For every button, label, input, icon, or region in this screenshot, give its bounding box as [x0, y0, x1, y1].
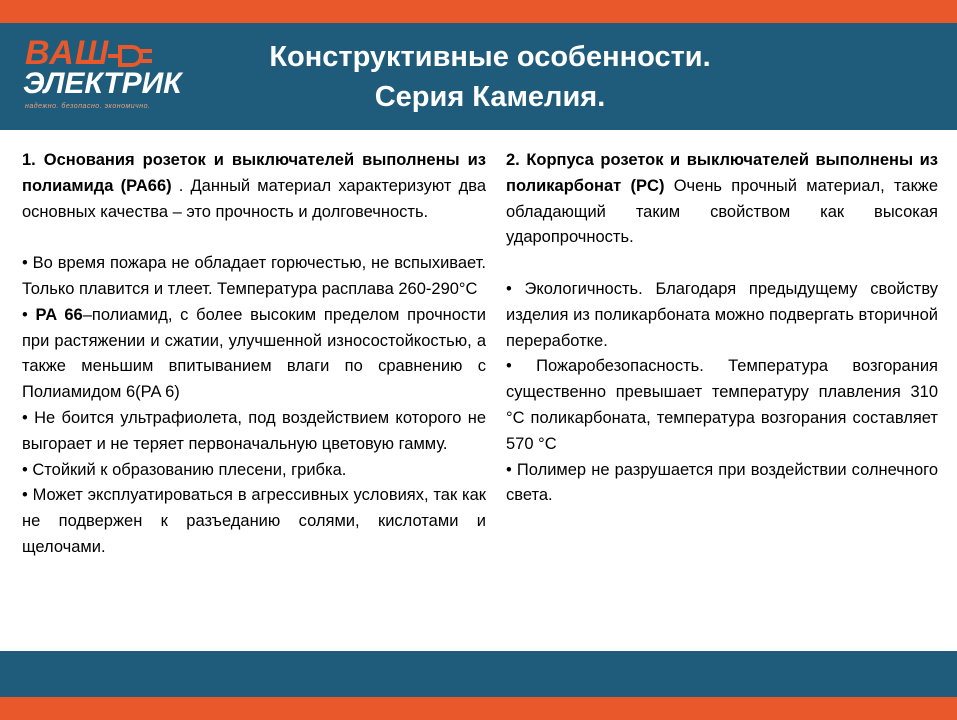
- logo-word-vash: ВАШ: [25, 34, 110, 72]
- bottom-blue-band: [0, 651, 957, 697]
- left-lead-bold: 1. Основания розеток и выключателей выполнены из полиамида (PA66): [22, 151, 486, 195]
- right-bullet-3: • Полимер не разрушается при воздействии солнечного света.: [506, 460, 938, 505]
- plug-icon: [106, 43, 162, 69]
- right-column: [506, 148, 938, 509]
- top-orange-stripe: [0, 0, 957, 23]
- bottom-orange-stripe: [0, 697, 957, 720]
- left-bullet-1: • Во время пожара не обладает горючестью, не вспыхивает. Только плавится и тлеет. Температура расплава 260-290°C: [22, 254, 486, 298]
- left-lead-paragraph: [22, 148, 486, 225]
- right-bullet-1: • Экологичность. Благодаря предыдущему свойству изделия из поликарбоната можно подвергать вторичной переработке.: [506, 279, 938, 350]
- logo-word-elektrik: ЭЛЕКТРИК: [23, 67, 182, 100]
- right-lead-text: Очень прочный материал, также обладающий таким свойством как высокая ударопрочность.: [506, 176, 938, 247]
- left-bullet-2-text: –полиамид, с более высоким пределом прочности при растяжении и сжатии, улучшенной износостойкостью, а также меньшим впитыванием влаги по сравнению с Полиамидом 6(PA 6): [22, 305, 486, 402]
- title-line-1: Конструктивные особенности.: [269, 41, 711, 73]
- right-lead-bold: 2. Корпуса розеток и выключателей выполнены из поликарбонат (PC): [506, 151, 938, 195]
- left-column: [22, 148, 486, 561]
- page-title: [190, 37, 790, 117]
- left-lead-text: . Данный материал характеризуют два основных качества – это прочность и долговечность.: [22, 176, 486, 221]
- left-bullet-2: [22, 303, 486, 406]
- left-bullet-4: • Стойкий к образованию плесени, грибка.: [22, 460, 347, 479]
- right-lead-paragraph: [506, 148, 938, 251]
- header-band: [0, 23, 957, 130]
- left-bullet-3: • Не боится ультрафиолета, под воздействием которого не выгорает и не теряет первоначальную цветовую гамму.: [22, 408, 486, 453]
- left-bullet-2-bold: PA 66: [35, 305, 83, 324]
- left-bullet-5: • Может эксплуатироваться в агрессивных условиях, так как не подвержен к разъеданию солями, кислотами и щелочами.: [22, 486, 486, 556]
- right-bullet-2: • Пожаробезопасность. Температура возгорания существенно превышает температуру плавления 310 °C поликарбоната, температура возгорания составляет 570 °C: [506, 357, 938, 453]
- left-bullet-2-marker: •: [22, 305, 36, 324]
- brand-logo: [20, 35, 180, 123]
- title-line-2: Серия Камелия.: [374, 81, 606, 113]
- logo-tagline: надежно. безопасно. экономично.: [25, 103, 151, 110]
